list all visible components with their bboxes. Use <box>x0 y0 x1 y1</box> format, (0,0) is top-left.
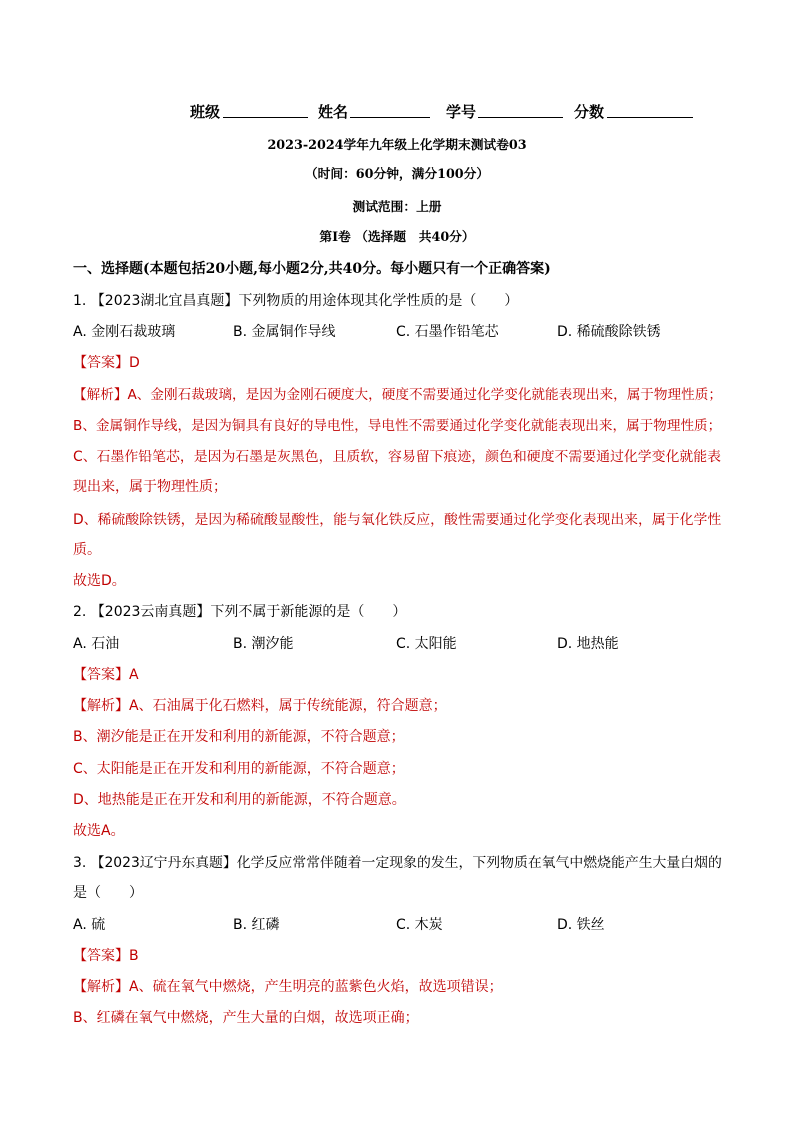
q3-stem: 3. 【2023辽宁丹东真题】化学反应常常伴随着一定现象的发生，下列物质在氧气中燃烧能产生大量白烟的 <box>73 855 722 871</box>
q2-answer-tag: 【答案】 <box>73 667 129 683</box>
q3-answer-value: B <box>129 948 139 964</box>
q2-stem: 2. 【2023云南真题】下列不属于新能源的是（ ） <box>73 604 407 620</box>
q2-analysis-line-1: 【解析】A、石油属于化石燃料，属于传统能源，符合题意； <box>73 698 447 714</box>
q3-analysis-tag: 【解析】 <box>73 979 129 995</box>
q2-analysis-line-3: C、太阳能是正在开发和利用的新能源，不符合题意； <box>73 761 405 777</box>
test-scope: 测试范围：上册 <box>352 200 442 215</box>
q1-analysis-line-7: 故选D。 <box>73 573 126 589</box>
time-info: （时间：60分钟，满分100分） <box>304 167 490 182</box>
score-blank[interactable] <box>607 103 693 118</box>
q3-stem-cont: 是（ ） <box>73 885 143 901</box>
name-label: 姓名 <box>318 103 349 121</box>
q3-answer <box>73 945 139 965</box>
q2-answer-value: A <box>129 667 139 683</box>
q1-option-b: B. 金属铜作导线 <box>233 324 336 340</box>
student-id-label: 学号 <box>446 103 477 121</box>
q1-option-c: C. 石墨作铅笔芯 <box>396 324 499 340</box>
q1-answer <box>73 352 140 372</box>
q1-answer-tag: 【答案】 <box>73 355 129 371</box>
q2-option-b: B. 潮汐能 <box>233 636 294 652</box>
q1-analysis-line-5: D、稀硫酸除铁锈，是因为稀硫酸显酸性，能与氧化铁反应，酸性需要通过化学变化表现出来，属于化学性 <box>73 512 722 528</box>
q1-analysis-line-3: C、石墨作铅笔芯，是因为石墨是灰黑色，且质软，容易留下痕迹，颜色和硬度不需要通过化学变化就能表 <box>73 449 721 465</box>
q2-analysis-line-5: 故选A。 <box>73 823 125 839</box>
q1-stem: 1. 【2023湖北宜昌真题】下列物质的用途体现其化学性质的是（ ） <box>73 293 519 309</box>
q2-analysis-tag: 【解析】 <box>73 698 129 714</box>
q2-analysis-line-2: B、潮汐能是正在开发和利用的新能源，不符合题意； <box>73 729 405 745</box>
student-id-blank[interactable] <box>478 103 563 118</box>
q3-option-d: D. 铁丝 <box>557 917 605 933</box>
q2-option-c: C. 太阳能 <box>396 636 457 652</box>
q1-analysis-line-6: 质。 <box>73 542 101 558</box>
section-heading: 一、选择题(本题包括20小题,每小题2分,共40分。每小题只有一个正确答案) <box>73 261 551 277</box>
q1-option-d: D. 稀硫酸除铁锈 <box>557 324 661 340</box>
q1-analysis-line-1: 【解析】A、金刚石裁玻璃，是因为金刚石硬度大，硬度不需要通过化学变化就能表现出来，属于物理性质； <box>73 387 722 403</box>
q2-option-a: A. 石油 <box>73 636 120 652</box>
class-label: 班级 <box>190 103 221 121</box>
q1-option-a: A. 金刚石裁玻璃 <box>73 324 176 340</box>
q1-answer-value: D <box>129 355 140 371</box>
score-label: 分数 <box>574 103 605 121</box>
q3-option-a: A. 硫 <box>73 917 106 933</box>
q2-analysis-line-4: D、地热能是正在开发和利用的新能源，不符合题意。 <box>73 792 406 808</box>
q1-analysis-line-4: 现出来，属于物理性质； <box>73 479 227 495</box>
q2-answer <box>73 664 139 684</box>
q3-analysis-line-1: 【解析】A、硫在氧气中燃烧，产生明亮的蓝紫色火焰，故选项错误； <box>73 979 503 995</box>
volume-heading: 第Ⅰ卷 （选择题 共40分） <box>319 230 475 245</box>
q2-option-d: D. 地热能 <box>557 636 619 652</box>
q3-answer-tag: 【答案】 <box>73 948 129 964</box>
q3-analysis-line-2: B、红磷在氧气中燃烧，产生大量的白烟，故选项正确； <box>73 1010 419 1026</box>
class-blank[interactable] <box>223 103 308 118</box>
q1-analysis-line-2: B、金属铜作导线，是因为铜具有良好的导电性，导电性不需要通过化学变化就能表现出来，属于物理性质； <box>73 418 722 434</box>
exam-title: 2023-2024学年九年级上化学期末测试卷03 <box>267 138 527 153</box>
name-blank[interactable] <box>350 103 430 118</box>
q3-option-c: C. 木炭 <box>396 917 443 933</box>
q3-option-b: B. 红磷 <box>233 917 280 933</box>
q1-analysis-tag: 【解析】 <box>73 387 128 403</box>
